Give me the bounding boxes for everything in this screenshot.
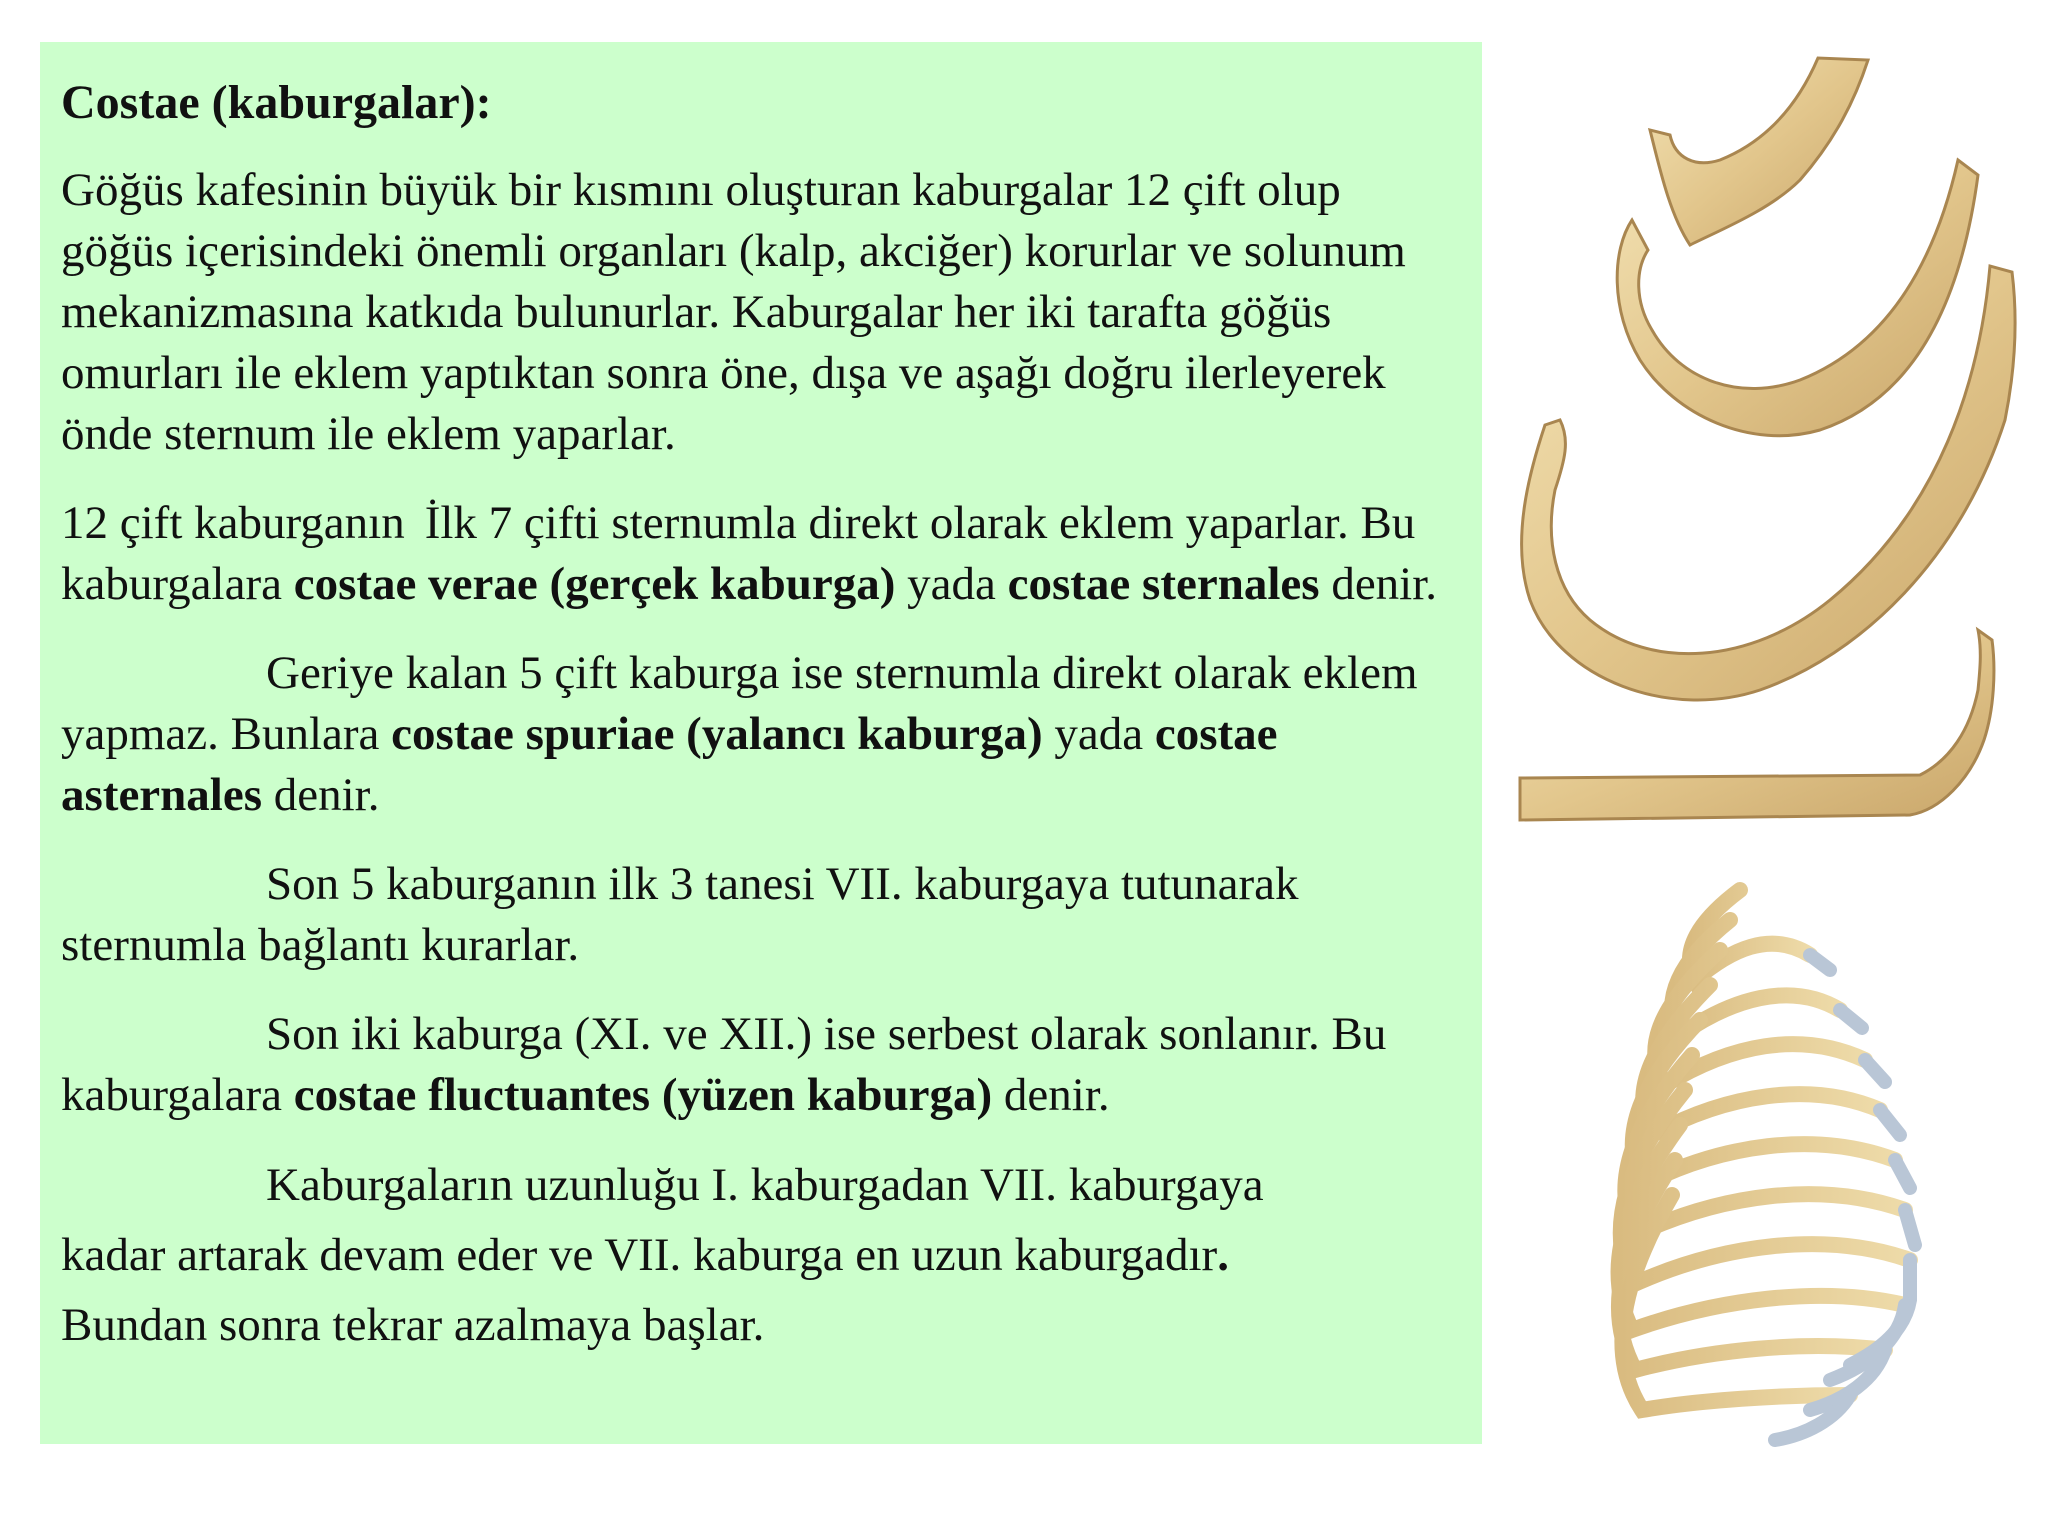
term-costae-fluctuantes: costae fluctuantes (yüzen kaburga): [293, 1068, 993, 1121]
p3-text-b: yada: [1042, 707, 1155, 760]
p6-end-mark: .: [1217, 1228, 1229, 1281]
paragraph-costae-verae: [61, 493, 1462, 615]
p5-text-a: Son iki kaburga (XI. ve XII.) ise serbest olarak sonlanır. Bu kaburgalara: [61, 1007, 1387, 1121]
paragraph-intro: Göğüs kafesinin büyük bir kısmını oluşturan kaburgalar 12 çift olup göğüs içerisindeki önemli organları (kalp, akciğer) korurlar ve solunum mekanizmasına katkıda bulunurlar. Kaburgalar her iki tarafta göğüs omurları ile eklem yaptıktan sonra öne, dışa ve aşağı doğru ilerleyerek önde sternum ile eklem yaparlar.: [61, 163, 1406, 460]
cartilage: [1895, 1160, 1910, 1188]
paragraph-rib-length: [61, 1150, 1462, 1360]
p6-line2: kadar artarak devam eder ve VII. kaburga en uzun kaburgadır: [61, 1228, 1218, 1281]
page-title: Costae (kaburgalar):: [61, 76, 492, 129]
paragraph-costae-spuriae: [61, 643, 1462, 826]
term-costae-sternales: costae sternales: [1007, 557, 1320, 610]
p3-text-c: denir.: [262, 768, 380, 821]
cartilage: [1840, 1010, 1862, 1028]
p6-line1: Kaburgaların uzunluğu I. kaburgadan VII. kaburgaya: [266, 1158, 1264, 1211]
term-costae-verae: costae verae (gerçek kaburga): [293, 557, 896, 610]
text-panel: [40, 42, 1482, 1444]
first-rib: [1650, 58, 1868, 245]
p3-text-a: Geriye kalan 5 çift kaburga ise sternumla direkt olarak eklem yapmaz. Bunlara: [61, 646, 1418, 760]
cartilage: [1865, 1060, 1885, 1082]
cartilage: [1905, 1210, 1915, 1245]
cartilage: [1880, 1110, 1900, 1135]
p5-text-b: denir.: [992, 1068, 1110, 1121]
p2-text-c: denir.: [1319, 557, 1438, 610]
paragraph-last-five: [61, 854, 1462, 976]
seventh-rib: [1522, 266, 2015, 700]
term-costae-spuriae: costae spuriae (yalancı kaburga): [391, 707, 1043, 760]
paragraph-costae-fluctuantes: [61, 1004, 1462, 1126]
p6-line3: Bundan sonra tekrar azalmaya başlar.: [61, 1298, 765, 1351]
p2-lead: 12 çift kaburganın: [61, 496, 405, 549]
p4-text: Son 5 kaburganın ilk 3 tanesi VII. kaburgaya tutunarak sternumla bağlantı kurarlar.: [61, 857, 1299, 971]
rib-cage-illustration: [1580, 860, 1980, 1500]
cartilage: [1810, 955, 1830, 970]
term-costae-asternales: costae asternales: [61, 707, 1278, 821]
single-ribs-illustration: [1500, 40, 2020, 840]
ribs-group: [1619, 890, 1910, 1410]
p2-text-b: yada: [895, 557, 1008, 610]
p2-text-a: İlk 7 çifti sternumla direkt olarak eklem yaparlar. Bu kaburgalara: [61, 496, 1416, 610]
